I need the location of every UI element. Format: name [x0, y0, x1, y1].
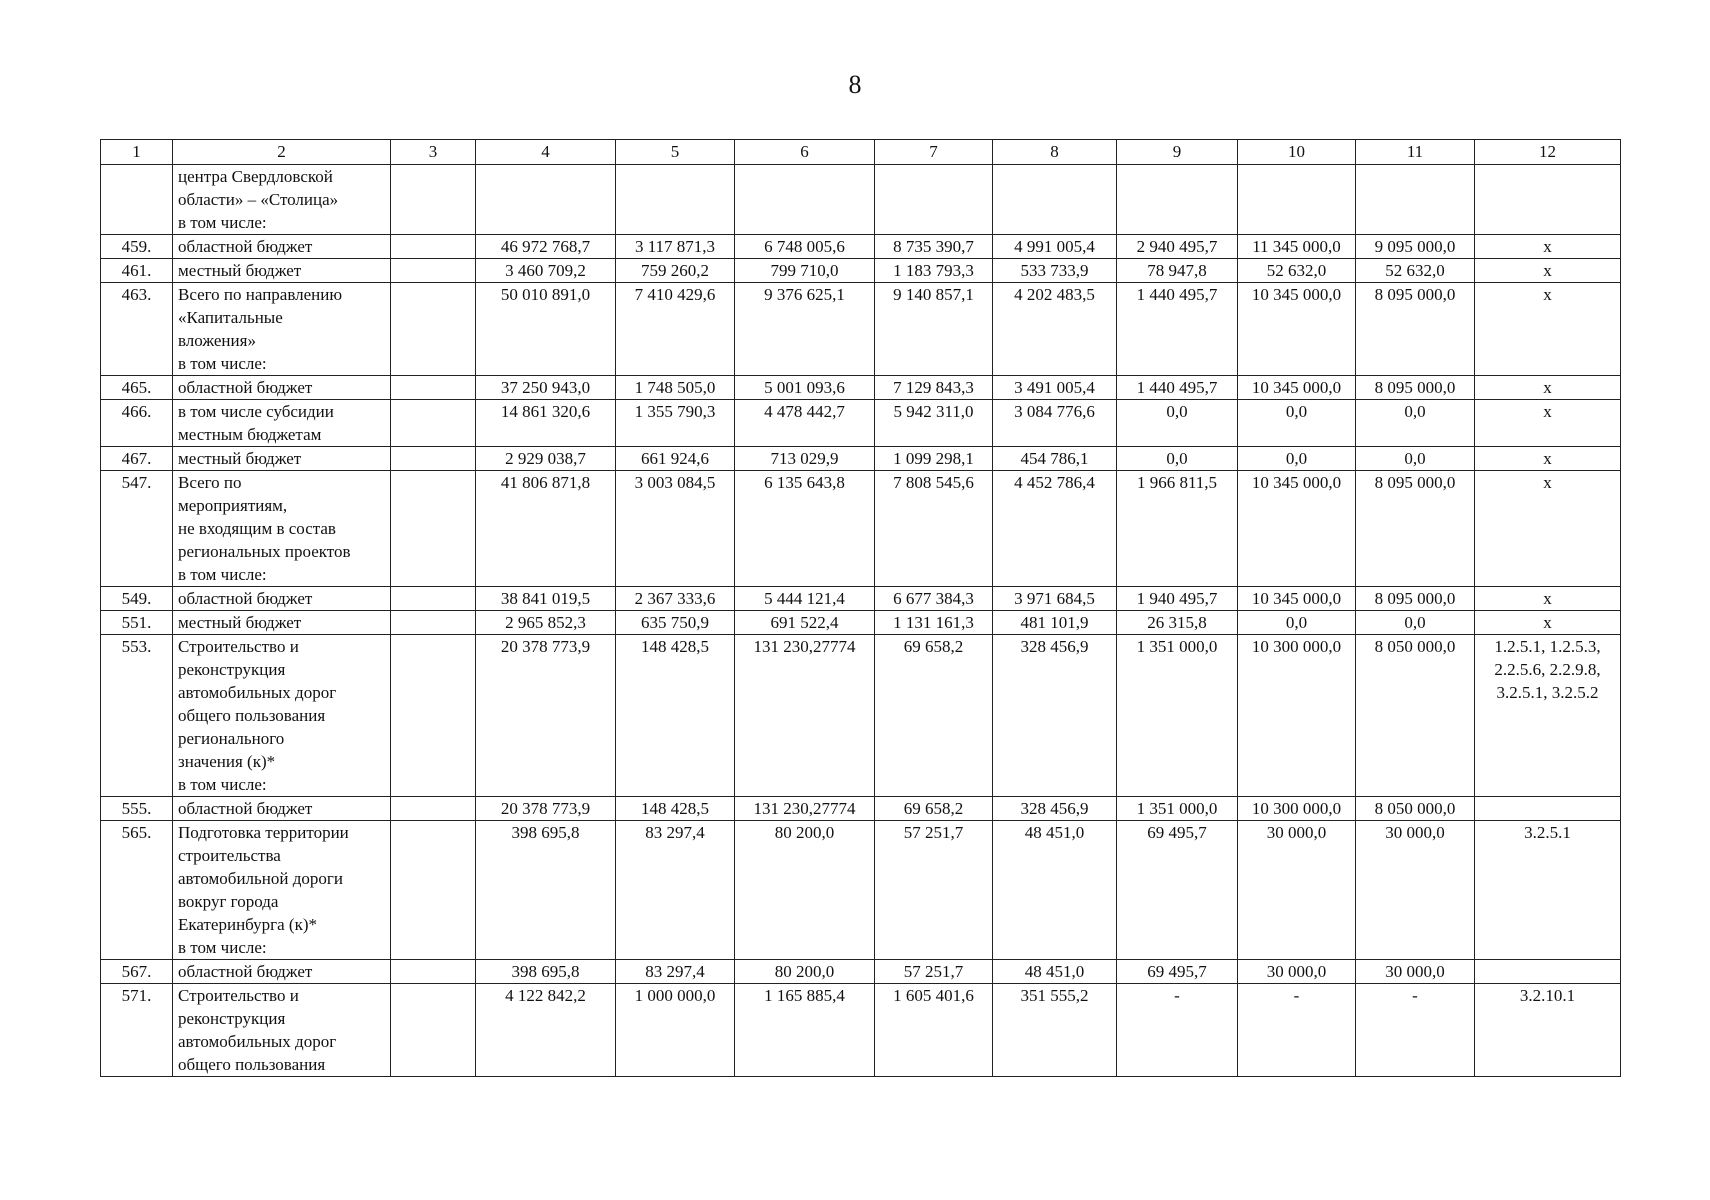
target-indicator-line: 3.2.5.1, 3.2.5.2	[1496, 683, 1599, 702]
row-number: 565.	[101, 821, 173, 960]
value-cell: 351 555,2	[993, 984, 1117, 1077]
row-description	[173, 235, 391, 259]
value-cell: 0,0	[1117, 447, 1238, 471]
value-cell: -	[1117, 984, 1238, 1077]
description-line: Екатеринбурга (к)*	[178, 915, 318, 934]
value-cell: 48 451,0	[993, 960, 1117, 984]
value-cell: 8 735 390,7	[875, 235, 993, 259]
value-cell: 0,0	[1117, 400, 1238, 447]
value-cell: 0,0	[1356, 400, 1475, 447]
value-cell: 6 135 643,8	[735, 471, 875, 587]
value-cell: 20 378 773,9	[476, 635, 616, 797]
target-indicator-line: 2.2.5.6, 2.2.9.8,	[1494, 660, 1601, 679]
description-line: мероприятиям,	[178, 496, 288, 515]
value-cell: 30 000,0	[1356, 821, 1475, 960]
value-cell: 10 345 000,0	[1238, 471, 1356, 587]
row-description	[173, 376, 391, 400]
table-row	[101, 984, 1621, 1077]
target-indicator-line: x	[1543, 402, 1552, 421]
description-line: в том числе:	[178, 938, 267, 957]
row-number: 466.	[101, 400, 173, 447]
description-line: местный бюджет	[178, 261, 302, 280]
column-3-cell	[391, 635, 476, 797]
column-3-cell	[391, 960, 476, 984]
description-line: областной бюджет	[178, 237, 313, 256]
table-row	[101, 376, 1621, 400]
target-indicator-cell	[1475, 984, 1621, 1077]
value-cell: 328 456,9	[993, 635, 1117, 797]
value-cell: 7 808 545,6	[875, 471, 993, 587]
value-cell: 1 440 495,7	[1117, 283, 1238, 376]
target-indicator-cell	[1475, 235, 1621, 259]
table-row	[101, 447, 1621, 471]
value-cell: 1 355 790,3	[616, 400, 735, 447]
value-cell: 3 003 084,5	[616, 471, 735, 587]
value-cell: 83 297,4	[616, 960, 735, 984]
value-cell: 148 428,5	[616, 635, 735, 797]
description-line: местный бюджет	[178, 449, 302, 468]
row-description	[173, 400, 391, 447]
value-cell: 57 251,7	[875, 960, 993, 984]
column-header: 10	[1238, 140, 1356, 165]
description-line: областной бюджет	[178, 799, 313, 818]
row-number: 549.	[101, 587, 173, 611]
row-number: 555.	[101, 797, 173, 821]
value-cell	[476, 165, 616, 235]
value-cell: 5 942 311,0	[875, 400, 993, 447]
value-cell: 5 001 093,6	[735, 376, 875, 400]
value-cell: 8 050 000,0	[1356, 797, 1475, 821]
description-line: областной бюджет	[178, 589, 313, 608]
value-cell: 0,0	[1238, 611, 1356, 635]
table-row	[101, 235, 1621, 259]
table-row	[101, 259, 1621, 283]
value-cell: 7 410 429,6	[616, 283, 735, 376]
value-cell: 37 250 943,0	[476, 376, 616, 400]
value-cell: 3 084 776,6	[993, 400, 1117, 447]
value-cell: 52 632,0	[1356, 259, 1475, 283]
table-row	[101, 611, 1621, 635]
value-cell: 20 378 773,9	[476, 797, 616, 821]
description-line: в том числе субсидии	[178, 402, 334, 421]
value-cell: 8 095 000,0	[1356, 283, 1475, 376]
row-number: 547.	[101, 471, 173, 587]
value-cell: 9 376 625,1	[735, 283, 875, 376]
value-cell: 69 495,7	[1117, 821, 1238, 960]
target-indicator-cell	[1475, 797, 1621, 821]
row-number: 571.	[101, 984, 173, 1077]
row-number	[101, 165, 173, 235]
target-indicator-line: x	[1543, 285, 1552, 304]
description-line: Всего по	[178, 473, 242, 492]
description-line: автомобильной дороги	[178, 869, 343, 888]
value-cell: 1 131 161,3	[875, 611, 993, 635]
column-3-cell	[391, 283, 476, 376]
value-cell: 14 861 320,6	[476, 400, 616, 447]
value-cell: 80 200,0	[735, 821, 875, 960]
row-description	[173, 587, 391, 611]
row-description	[173, 165, 391, 235]
column-3-cell	[391, 165, 476, 235]
row-description	[173, 797, 391, 821]
value-cell: 3 491 005,4	[993, 376, 1117, 400]
value-cell: 30 000,0	[1356, 960, 1475, 984]
target-indicator-cell	[1475, 400, 1621, 447]
description-line: «Капитальные	[178, 308, 283, 327]
value-cell: 635 750,9	[616, 611, 735, 635]
column-header: 7	[875, 140, 993, 165]
value-cell: 1 351 000,0	[1117, 797, 1238, 821]
header-row	[101, 140, 1621, 165]
description-line: реконструкция	[178, 1009, 286, 1028]
value-cell	[735, 165, 875, 235]
value-cell: 4 122 842,2	[476, 984, 616, 1077]
table-row	[101, 821, 1621, 960]
budget-table	[100, 139, 1621, 1077]
target-indicator-cell	[1475, 447, 1621, 471]
target-indicator-cell	[1475, 611, 1621, 635]
row-description	[173, 821, 391, 960]
value-cell: 691 522,4	[735, 611, 875, 635]
column-3-cell	[391, 587, 476, 611]
column-header: 6	[735, 140, 875, 165]
value-cell: 80 200,0	[735, 960, 875, 984]
value-cell: 6 748 005,6	[735, 235, 875, 259]
target-indicator-cell	[1475, 960, 1621, 984]
description-line: вложения»	[178, 331, 256, 350]
column-3-cell	[391, 797, 476, 821]
description-line: местным бюджетам	[178, 425, 322, 444]
value-cell	[993, 165, 1117, 235]
value-cell: 10 300 000,0	[1238, 797, 1356, 821]
description-line: регионального	[178, 729, 285, 748]
value-cell: -	[1356, 984, 1475, 1077]
value-cell: 131 230,27774	[735, 635, 875, 797]
description-line: Всего по направлению	[178, 285, 343, 304]
value-cell: 69 658,2	[875, 635, 993, 797]
row-description	[173, 471, 391, 587]
row-description	[173, 635, 391, 797]
row-number: 465.	[101, 376, 173, 400]
value-cell: 69 495,7	[1117, 960, 1238, 984]
value-cell: 5 444 121,4	[735, 587, 875, 611]
value-cell: 2 940 495,7	[1117, 235, 1238, 259]
description-line: Подготовка территории	[178, 823, 349, 842]
target-indicator-line: 3.2.10.1	[1519, 986, 1576, 1005]
row-number: 463.	[101, 283, 173, 376]
column-3-cell	[391, 400, 476, 447]
row-description	[173, 447, 391, 471]
target-indicator-line: 3.2.5.1	[1524, 823, 1571, 842]
value-cell: 398 695,8	[476, 960, 616, 984]
value-cell: 481 101,9	[993, 611, 1117, 635]
column-header: 4	[476, 140, 616, 165]
target-indicator-cell	[1475, 471, 1621, 587]
value-cell: 131 230,27774	[735, 797, 875, 821]
description-line: в том числе:	[178, 565, 267, 584]
table-row	[101, 587, 1621, 611]
column-3-cell	[391, 821, 476, 960]
target-indicator-line: x	[1543, 237, 1552, 256]
value-cell: 398 695,8	[476, 821, 616, 960]
value-cell: 1 605 401,6	[875, 984, 993, 1077]
value-cell	[1238, 165, 1356, 235]
target-indicator-cell	[1475, 259, 1621, 283]
value-cell	[875, 165, 993, 235]
description-line: областной бюджет	[178, 962, 313, 981]
target-indicator-cell	[1475, 821, 1621, 960]
description-line: значения (к)*	[178, 752, 276, 771]
column-3-cell	[391, 259, 476, 283]
target-indicator-cell	[1475, 283, 1621, 376]
value-cell: 2 965 852,3	[476, 611, 616, 635]
target-indicator-cell	[1475, 165, 1621, 235]
column-header: 1	[101, 140, 173, 165]
description-line: общего пользования	[178, 1055, 326, 1074]
value-cell	[1356, 165, 1475, 235]
table-row	[101, 797, 1621, 821]
target-indicator-cell	[1475, 376, 1621, 400]
column-header: 11	[1356, 140, 1475, 165]
description-line: Строительство и	[178, 986, 299, 1005]
value-cell: 4 202 483,5	[993, 283, 1117, 376]
value-cell: 10 345 000,0	[1238, 587, 1356, 611]
row-description	[173, 611, 391, 635]
value-cell: 0,0	[1356, 447, 1475, 471]
target-indicator-line: 1.2.5.1, 1.2.5.3,	[1494, 637, 1601, 656]
value-cell: 148 428,5	[616, 797, 735, 821]
column-3-cell	[391, 611, 476, 635]
value-cell: 3 971 684,5	[993, 587, 1117, 611]
value-cell: 661 924,6	[616, 447, 735, 471]
value-cell	[616, 165, 735, 235]
target-indicator-line: x	[1543, 473, 1552, 492]
description-line: центра Свердловской	[178, 167, 333, 186]
table-row	[101, 960, 1621, 984]
value-cell: 46 972 768,7	[476, 235, 616, 259]
value-cell: 2 367 333,6	[616, 587, 735, 611]
value-cell: 0,0	[1238, 447, 1356, 471]
row-description	[173, 984, 391, 1077]
table-row	[101, 165, 1621, 235]
target-indicator-line: x	[1543, 613, 1552, 632]
value-cell: 1 966 811,5	[1117, 471, 1238, 587]
value-cell: 1 440 495,7	[1117, 376, 1238, 400]
value-cell: 41 806 871,8	[476, 471, 616, 587]
value-cell: 8 095 000,0	[1356, 471, 1475, 587]
value-cell: 1 165 885,4	[735, 984, 875, 1077]
description-line: областной бюджет	[178, 378, 313, 397]
value-cell: 1 099 298,1	[875, 447, 993, 471]
value-cell: 2 929 038,7	[476, 447, 616, 471]
column-header: 8	[993, 140, 1117, 165]
value-cell: 799 710,0	[735, 259, 875, 283]
column-header: 5	[616, 140, 735, 165]
description-line: в том числе:	[178, 775, 267, 794]
row-description	[173, 259, 391, 283]
value-cell: 4 478 442,7	[735, 400, 875, 447]
description-line: Строительство и	[178, 637, 299, 656]
target-indicator-cell	[1475, 635, 1621, 797]
value-cell: 1 351 000,0	[1117, 635, 1238, 797]
target-indicator-cell	[1475, 587, 1621, 611]
value-cell: 1 748 505,0	[616, 376, 735, 400]
description-line: общего пользования	[178, 706, 326, 725]
target-indicator-line: x	[1543, 449, 1552, 468]
column-header: 12	[1475, 140, 1621, 165]
value-cell: 9 095 000,0	[1356, 235, 1475, 259]
value-cell: 4 991 005,4	[993, 235, 1117, 259]
page-number: 8	[848, 70, 862, 99]
description-line: не входящим в состав	[178, 519, 336, 538]
row-number: 551.	[101, 611, 173, 635]
row-description	[173, 283, 391, 376]
value-cell: 78 947,8	[1117, 259, 1238, 283]
value-cell: 0,0	[1238, 400, 1356, 447]
description-line: автомобильных дорог	[178, 1032, 337, 1051]
value-cell: 50 010 891,0	[476, 283, 616, 376]
row-number: 459.	[101, 235, 173, 259]
row-number: 467.	[101, 447, 173, 471]
value-cell: 52 632,0	[1238, 259, 1356, 283]
column-3-cell	[391, 447, 476, 471]
description-line: реконструкция	[178, 660, 286, 679]
value-cell: 30 000,0	[1238, 960, 1356, 984]
value-cell: 38 841 019,5	[476, 587, 616, 611]
value-cell: 7 129 843,3	[875, 376, 993, 400]
value-cell: 48 451,0	[993, 821, 1117, 960]
description-line: строительства	[178, 846, 281, 865]
value-cell	[1117, 165, 1238, 235]
description-line: области» – «Столица»	[178, 190, 339, 209]
value-cell: 1 940 495,7	[1117, 587, 1238, 611]
value-cell: 533 733,9	[993, 259, 1117, 283]
table-row	[101, 635, 1621, 797]
value-cell: 1 183 793,3	[875, 259, 993, 283]
column-header: 9	[1117, 140, 1238, 165]
value-cell: -	[1238, 984, 1356, 1077]
column-header: 2	[173, 140, 391, 165]
description-line: местный бюджет	[178, 613, 302, 632]
row-number: 567.	[101, 960, 173, 984]
value-cell: 4 452 786,4	[993, 471, 1117, 587]
description-line: региональных проектов	[178, 542, 351, 561]
column-3-cell	[391, 376, 476, 400]
value-cell: 11 345 000,0	[1238, 235, 1356, 259]
value-cell: 8 050 000,0	[1356, 635, 1475, 797]
value-cell: 6 677 384,3	[875, 587, 993, 611]
value-cell: 10 345 000,0	[1238, 283, 1356, 376]
target-indicator-line: x	[1543, 378, 1552, 397]
value-cell: 10 345 000,0	[1238, 376, 1356, 400]
table-row	[101, 400, 1621, 447]
value-cell: 10 300 000,0	[1238, 635, 1356, 797]
description-line: в том числе:	[178, 354, 267, 373]
value-cell: 3 460 709,2	[476, 259, 616, 283]
target-indicator-line: x	[1543, 589, 1552, 608]
value-cell: 0,0	[1356, 611, 1475, 635]
column-3-cell	[391, 471, 476, 587]
value-cell: 57 251,7	[875, 821, 993, 960]
value-cell: 328 456,9	[993, 797, 1117, 821]
value-cell: 26 315,8	[1117, 611, 1238, 635]
table-row	[101, 283, 1621, 376]
value-cell: 759 260,2	[616, 259, 735, 283]
value-cell: 83 297,4	[616, 821, 735, 960]
value-cell: 1 000 000,0	[616, 984, 735, 1077]
column-header: 3	[391, 140, 476, 165]
row-description	[173, 960, 391, 984]
row-number: 553.	[101, 635, 173, 797]
description-line: в том числе:	[178, 213, 267, 232]
column-3-cell	[391, 984, 476, 1077]
column-3-cell	[391, 235, 476, 259]
value-cell: 454 786,1	[993, 447, 1117, 471]
target-indicator-line: x	[1543, 261, 1552, 280]
table-row	[101, 471, 1621, 587]
row-number: 461.	[101, 259, 173, 283]
description-line: автомобильных дорог	[178, 683, 337, 702]
description-line: вокруг города	[178, 892, 279, 911]
value-cell: 30 000,0	[1238, 821, 1356, 960]
value-cell: 8 095 000,0	[1356, 376, 1475, 400]
value-cell: 69 658,2	[875, 797, 993, 821]
value-cell: 9 140 857,1	[875, 283, 993, 376]
value-cell: 713 029,9	[735, 447, 875, 471]
value-cell: 3 117 871,3	[616, 235, 735, 259]
value-cell: 8 095 000,0	[1356, 587, 1475, 611]
